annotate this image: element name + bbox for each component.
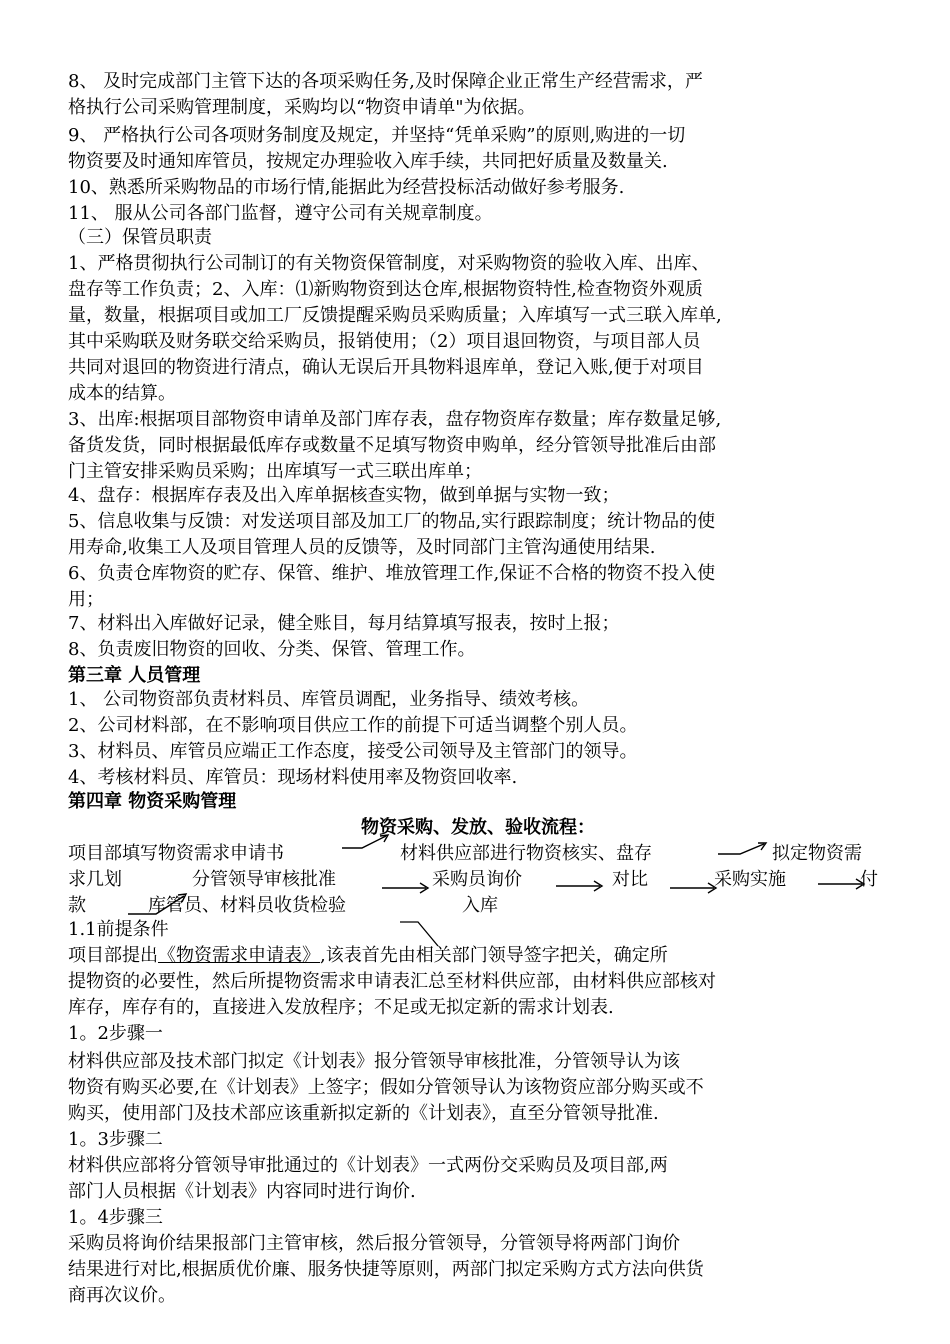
- body-line: 成本的结算。: [68, 383, 176, 404]
- body-line: 11、 服从公司各部门监督，遵守公司有关规章制度。: [68, 203, 493, 224]
- body-line: 8、负责废旧物资的回收、分类、保管、管理工作。: [68, 639, 476, 660]
- body-line: 4、盘存：根据库存表及出入库单据核查实物，做到单据与实物一致；: [68, 485, 620, 506]
- body-line: 1、 公司物资部负责材料员、库管员调配，业务指导、绩效考核。: [68, 689, 590, 710]
- flow-step: 对比: [612, 869, 648, 890]
- flow-title: 物资采购、发放、验收流程：: [361, 817, 595, 838]
- body-line: 库存，库存有的，直接进入发放程序；不足或无拟定新的需求计划表.: [68, 997, 614, 1018]
- flow-step: 采购实施: [714, 869, 786, 890]
- body-line: 7、材料出入库做好记录，健全账目，每月结算填写报表，按时上报；: [68, 613, 620, 634]
- body-line: 门主管安排采购员采购；出库填写一式三联出库单；: [68, 461, 482, 482]
- body-line: 用寿命,收集工人及项目管理人员的反馈等，及时同部门主管沟通使用结果.: [68, 537, 656, 558]
- body-line: 商再次议价。: [68, 1285, 176, 1306]
- body-line: 量，数量，根据项目或加工厂反馈提醒采购员采购质量；入库填写一式三联入库单,: [68, 305, 722, 326]
- flow-step: 库管员、材料员收货检验: [148, 895, 346, 916]
- body-line: 物资要及时通知库管员，按规定办理验收入库手续，共同把好质量及数量关.: [68, 151, 668, 172]
- body-line: 1、严格贯彻执行公司制订的有关物资保管制度，对采购物资的验收入库、出库、: [68, 253, 710, 274]
- body-line: 项目部提出《物资需求申请表》,该表首先由相关部门领导签字把关，确定所: [68, 945, 668, 966]
- flow-step: 入库: [462, 895, 498, 916]
- body-line: 备货发货，同时根据最低库存或数量不足填写物资申购单，经分管领导批准后由部: [68, 435, 716, 456]
- section-heading: 1。2步骤一: [68, 1023, 163, 1044]
- flow-step: 项目部填写物资需求申请书: [68, 843, 284, 864]
- flow-step: 分管领导审核批准: [192, 869, 336, 890]
- body-line: 材料供应部及技术部门拟定《计划表》报分管领导审核批准，分管领导认为该: [68, 1051, 680, 1072]
- body-line: 采购员将询价结果报部门主管审核，然后报分管领导，分管领导将两部门询价: [68, 1233, 680, 1254]
- body-line: 5、信息收集与反馈：对发送项目部及加工厂的物品,实行跟踪制度；统计物品的使: [68, 511, 716, 532]
- body-line: 结果进行对比,根据质优价廉、服务快捷等原则，两部门拟定采购方式方法向供货: [68, 1259, 704, 1280]
- flow-step: 付: [860, 869, 878, 890]
- body-line: 部门人员根据《计划表》内容同时进行询价.: [68, 1181, 416, 1202]
- flow-step: 求几划: [68, 869, 122, 890]
- flow-arrow-icon: [668, 880, 720, 896]
- body-line: 其中采购联及财务联交给采购员，报销使用；（2）项目退回物资，与项目部人员: [68, 331, 701, 352]
- body-line: 3、材料员、库管员应端正工作态度，接受公司领导及主管部门的领导。: [68, 741, 638, 762]
- body-line: 购买，使用部门及技术部应该重新拟定新的《计划表》，直至分管领导批准.: [68, 1103, 659, 1124]
- section-heading: （三）保管员职责: [68, 227, 212, 248]
- body-line: 4、考核材料员、库管员：现场材料使用率及物资回收率.: [68, 767, 518, 788]
- flow-arrow-icon: [340, 830, 396, 854]
- body-line: 10、熟悉所采购物品的市场行情,能据此为经营投标活动做好参考服务.: [68, 177, 625, 198]
- section-heading: 1。3步骤二: [68, 1129, 163, 1150]
- body-line: 材料供应部将分管领导审批通过的《计划表》一式两份交采购员及项目部,两: [68, 1155, 668, 1176]
- flow-step: 款: [68, 895, 86, 916]
- flow-step: 采购员询价: [432, 869, 522, 890]
- flow-arrow-icon: [816, 876, 868, 892]
- flow-step: 拟定物资需: [772, 843, 862, 864]
- chapter-title: 第四章 物资采购管理: [68, 791, 237, 812]
- flow-step: 材料供应部进行物资核实、盘存: [400, 843, 652, 864]
- body-line: 用；: [68, 589, 104, 610]
- flow-arrow-icon: [126, 886, 190, 916]
- form-title: 《物资需求申请表》: [158, 945, 320, 966]
- flow-arrow-icon: [554, 878, 606, 894]
- flow-arrow-icon: [380, 880, 432, 896]
- body-line: 盘存等工作负责；2、入库：⑴新购物资到达仓库,根据物资特性,检查物资外观质: [68, 279, 703, 300]
- body-line: 提物资的必要性，然后所提物资需求申请表汇总至材料供应部，由材料供应部核对: [68, 971, 716, 992]
- section-heading: 1。4步骤三: [68, 1207, 163, 1228]
- body-line: 共同对退回的物资进行清点，确认无误后开具物料退库单，登记入账,便于对项目: [68, 357, 704, 378]
- body-line: 6、负责仓库物资的贮存、保管、维护、堆放管理工作,保证不合格的物资不投入使: [68, 563, 716, 584]
- body-line: 8、 及时完成部门主管下达的各项采购任务,及时保障企业正常生产经营需求，严: [68, 71, 703, 92]
- body-line: 2、公司材料部，在不影响项目供应工作的前提下可适当调整个别人员。: [68, 715, 638, 736]
- section-heading: 1.1前提条件: [68, 919, 169, 940]
- flow-arrow-icon: [716, 838, 772, 860]
- body-line: 3、出库:根据项目部物资申请单及部门库存表，盘存物资库存数量；库存数量足够,: [68, 409, 722, 430]
- body-line: 9、 严格执行公司各项财务制度及规定，并坚持“凭单采购”的原则,购进的一切: [68, 125, 686, 146]
- body-line: 格执行公司采购管理制度，采购均以“物资申请单"为依据。: [68, 97, 536, 118]
- body-line: 物资有购买必要,在《计划表》上签字；假如分管领导认为该物资应部分购买或不: [68, 1077, 704, 1098]
- chapter-title: 第三章 人员管理: [68, 665, 201, 686]
